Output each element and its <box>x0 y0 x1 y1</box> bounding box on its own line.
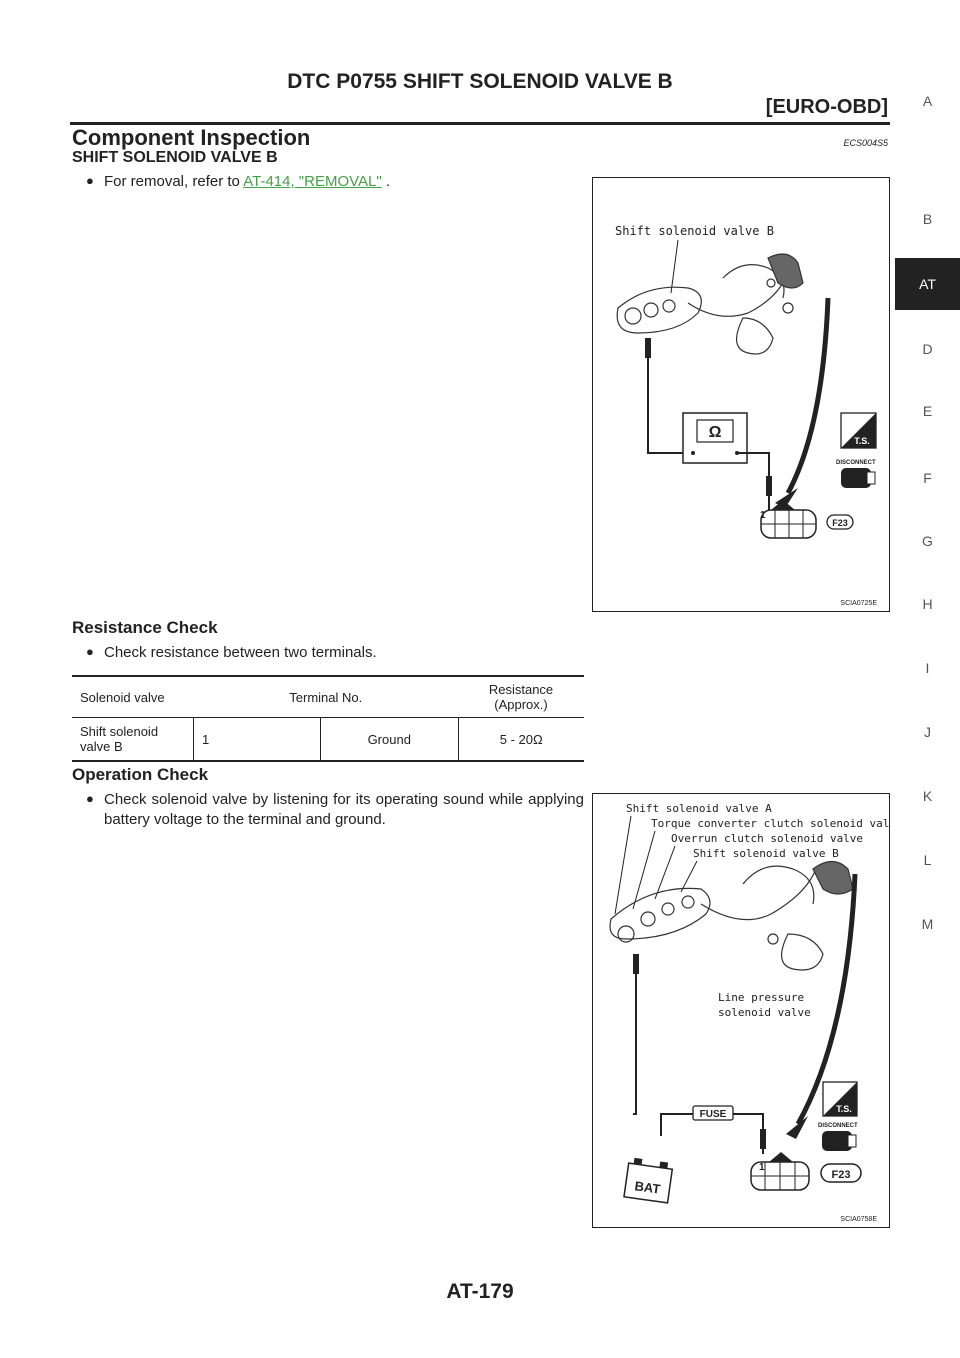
fig2-ts-badge: T.S. <box>836 1104 852 1114</box>
side-tab-l[interactable]: L <box>923 852 932 868</box>
page-header-title: DTC P0755 SHIFT SOLENOID VALVE B <box>287 70 673 93</box>
fig2-label: Shift solenoid valve B <box>693 847 839 860</box>
resistance-table <box>72 675 584 762</box>
side-tab-i[interactable]: I <box>925 660 930 676</box>
figure-resistance-check <box>592 177 890 612</box>
fig1-disconnect-label: DISCONNECT <box>836 460 876 466</box>
section-title-operation-check: Operation Check <box>72 765 209 784</box>
fig2-label: Shift solenoid valve A <box>626 802 772 815</box>
fig2-connector: F23 <box>831 1169 851 1181</box>
table-header: Terminal No. <box>194 676 459 718</box>
table-cell: Ground <box>321 718 459 762</box>
table-cell: 1 <box>194 718 321 762</box>
fig1-terminal: 1 <box>760 510 766 521</box>
side-tab-k[interactable]: K <box>922 788 933 804</box>
side-tab-j[interactable]: J <box>924 724 931 740</box>
bullet-removal-text: For removal, refer to <box>104 173 244 190</box>
side-tab-f[interactable]: F <box>923 470 932 486</box>
fig2-label: Overrun clutch solenoid valve <box>671 832 864 845</box>
fig2-bat: BAT <box>633 1178 662 1197</box>
side-index <box>895 0 960 1358</box>
bullet-resistance <box>86 643 584 663</box>
figure-resistance-diagram <box>593 178 889 611</box>
side-tab-m[interactable]: M <box>921 916 934 932</box>
table-row <box>72 718 584 762</box>
section-code: ECS004S5 <box>843 138 888 148</box>
figure-operation-check <box>592 793 890 1228</box>
section-title-resistance-check: Resistance Check <box>72 618 218 637</box>
bullet-icon: ● <box>86 791 94 806</box>
ohm-icon: Ω <box>708 424 722 441</box>
table-header-row <box>72 676 584 718</box>
subsection-title: SHIFT SOLENOID VALVE B <box>72 149 278 166</box>
fig2-label: Torque converter clutch solenoid valve <box>651 817 889 830</box>
side-tab-b[interactable]: B <box>922 211 933 227</box>
side-tab-d[interactable]: D <box>922 341 933 357</box>
table-cell: Shift solenoid valve B <box>72 718 194 762</box>
page-header-section: [EURO-OBD] <box>765 96 888 118</box>
bullet-icon: ● <box>86 644 94 659</box>
page-number: AT-179 <box>446 1280 514 1303</box>
table-cell: 5 - 20Ω <box>458 718 584 762</box>
fig2-fuse: FUSE <box>699 1109 727 1120</box>
fig1-connector: F23 <box>832 518 848 528</box>
fig2-line-pressure-1: Line pressure <box>718 991 805 1004</box>
side-tab-e[interactable]: E <box>922 403 933 419</box>
bullet-icon: ● <box>86 173 94 188</box>
fig1-code: SCIA0725E <box>840 600 877 607</box>
figure-operation-diagram <box>593 794 889 1227</box>
fig1-ts-badge: T.S. <box>854 436 870 446</box>
side-tab-a[interactable]: A <box>922 93 933 109</box>
bullet-removal <box>86 172 584 192</box>
fig2-code: SCIA0758E <box>840 1216 877 1223</box>
table-header: Resistance (Approx.) <box>458 676 584 718</box>
side-tab-g[interactable]: G <box>922 533 933 549</box>
fig2-terminal: 1 <box>759 1162 765 1173</box>
table-header: Solenoid valve <box>72 676 194 718</box>
section-title-component-inspection: Component Inspection <box>72 125 311 150</box>
bullet-operation-text: Check solenoid valve by listening for its operating sound while applying battery voltage to the terminal and ground. <box>104 791 584 828</box>
bullet-removal-suffix: . <box>381 173 391 190</box>
bullet-resistance-text: Check resistance between two terminals. <box>104 644 377 661</box>
fig2-line-pressure-2: solenoid valve <box>718 1006 811 1019</box>
fig1-label: Shift solenoid valve B <box>615 224 774 238</box>
fig2-disconnect-label: DISCONNECT <box>818 1123 858 1129</box>
side-tab-h[interactable]: H <box>922 596 933 612</box>
side-tab-at[interactable]: AT <box>895 258 960 310</box>
bullet-operation <box>86 790 584 830</box>
removal-link[interactable]: AT-414, "REMOVAL" <box>243 173 382 190</box>
